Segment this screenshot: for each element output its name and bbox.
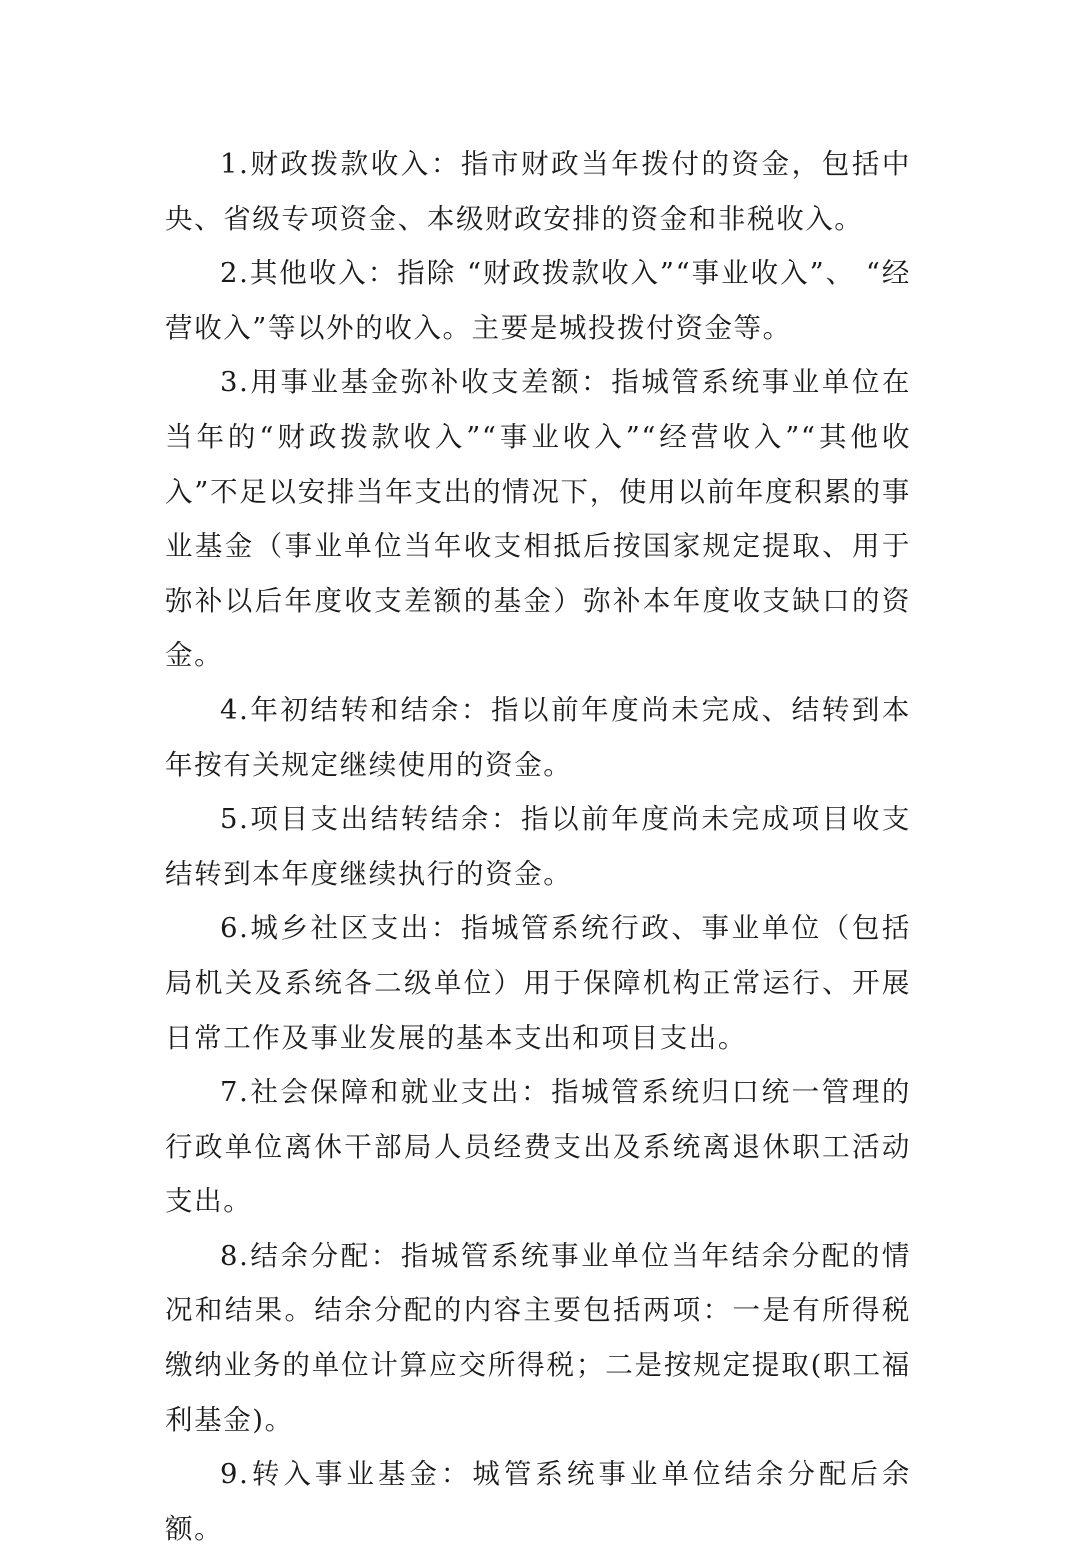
definition-item-6: 6.城乡社区支出：指城管系统行政、事业单位（包括局机关及系统各二级单位）用于保障机构正常运行、开展日常工作及事业发展的基本支出和项目支出。 <box>165 912 911 1054</box>
definition-item-1: 1.财政拨款收入：指市财政当年拨付的资金，包括中央、省级专项资金、本级财政安排的资金和非税收入。 <box>165 148 911 235</box>
definition-item-4: 4.年初结转和结余：指以前年度尚未完成、结转到本年按有关规定继续使用的资金。 <box>165 693 911 781</box>
definition-item-3: 3.用事业基金弥补收支差额：指城管系统事业单位在当年的“财政拨款收入”“事业收入”“经营收入”“其他收入”不足以安排当年支出的情况下，使用以前年度积累的事业基金（事业单位当年收支相抵后按国家规定提取、用于弥补以后年度收支差额的基金）弥补本年度收支缺口的资金。 <box>165 366 911 672</box>
document-body <box>165 137 911 1556</box>
definition-item-8: 8.结余分配：指城管系统事业单位当年结余分配的情况和结果。结余分配的内容主要包括两项：一是有所得税缴纳业务的单位计算应交所得税；二是按规定提取(职工福利基金)。 <box>165 1239 911 1436</box>
definition-item-9: 9.转入事业基金：城管系统事业单位结余分配后余额。 <box>165 1458 911 1545</box>
definition-item-7: 7.社会保障和就业支出：指城管系统归口统一管理的行政单位离休干部局人员经费支出及系统离退休职工活动支出。 <box>165 1076 911 1218</box>
definition-item-5: 5.项目支出结转结余：指以前年度尚未完成项目收支结转到本年度继续执行的资金。 <box>165 803 911 890</box>
definition-item-2: 2.其他收入：指除 “财政拨款收入”“事业收入”、 “经营收入”等以外的收入。主要是城投拨付资金等。 <box>165 257 911 344</box>
